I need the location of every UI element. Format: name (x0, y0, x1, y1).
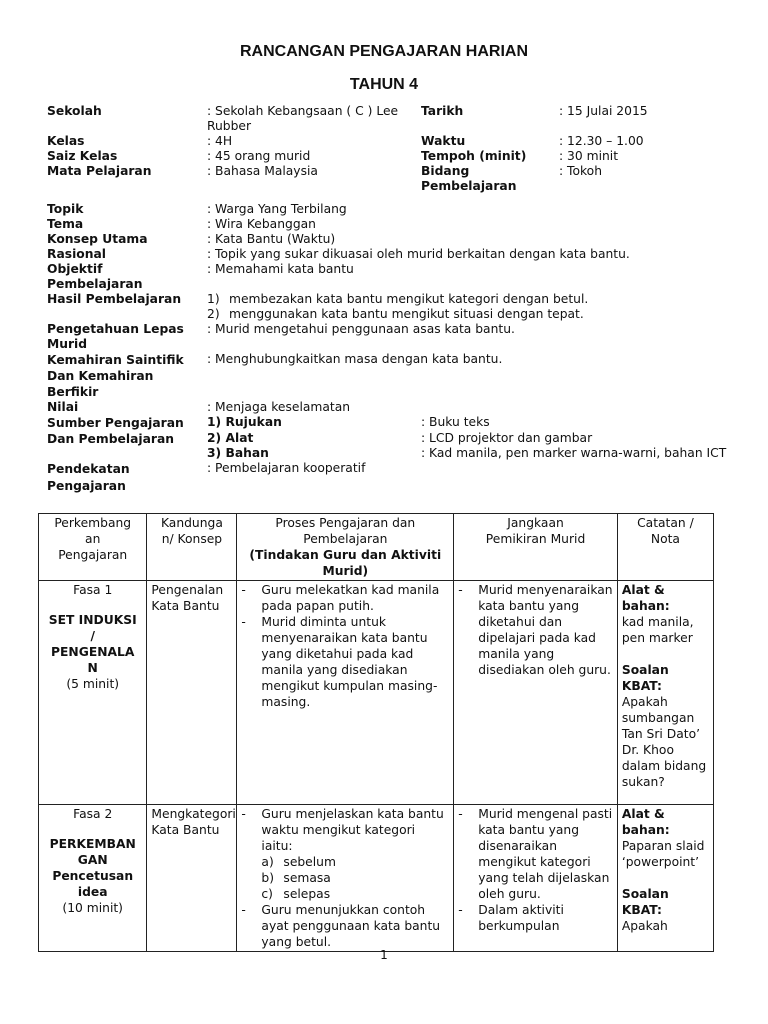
value-saiz-kelas: : 45 orang murid (207, 149, 311, 163)
label-pendekatan: Pendekatan Pengajaran (47, 462, 130, 493)
value-waktu: : 12.30 – 1.00 (559, 134, 644, 148)
phase-name: PERKEMBAN (49, 837, 136, 851)
cell-phase (39, 805, 147, 952)
info-row-kelas (47, 134, 727, 149)
list-item-text: Dalam aktiviti berkumpulan (478, 903, 564, 933)
sub-list-text: semasa (283, 871, 331, 885)
document-subtitle: TAHUN 4 (349, 76, 419, 93)
hasil-number: 2) (207, 307, 220, 321)
label-waktu: Waktu (421, 134, 466, 148)
phase-name: PENGENALA (51, 645, 135, 659)
cell-jangkaan (454, 805, 618, 952)
sub-list-item (241, 870, 449, 886)
header-line: Perkembang (54, 516, 132, 530)
header-line: Jangkaan (507, 516, 564, 530)
list-item: - Murid diminta untuk menyenaraikan kata bantu yang diketahui pada kad manila yang disediakan mengikut kumpulan masing-masing. (241, 614, 449, 710)
document-title: RANCANGAN PENGAJARAN HARIAN (239, 43, 528, 60)
info-row-sumber (47, 415, 727, 461)
info-row-sekolah (47, 104, 727, 134)
list-item-text: Guru melekatkan kad manila pada papan putih. (261, 583, 440, 613)
label-tarikh: Tarikh (421, 104, 464, 118)
value-kemahiran: : Menghubungkaitkan masa dengan kata bantu. (207, 352, 503, 366)
value-mata-pelajaran: : Bahasa Malaysia (207, 164, 318, 178)
header-line: an (85, 532, 101, 546)
header-perkembangan (39, 514, 147, 581)
sumber-categories (207, 415, 421, 461)
list-item-text: Murid mengenal pasti kata bantu yang disenaraikan mengikut kategori yang telah dijelaskan oleh guru. (478, 807, 613, 901)
header-line: Pengajaran (58, 548, 128, 562)
sumber-bahan: 3) Bahan (207, 446, 269, 460)
value-pendekatan: : Pembelajaran kooperatif (207, 461, 366, 475)
list-item: - Dalam aktiviti berkumpulan (458, 902, 613, 934)
cell-konsep: Pengenalan Kata Bantu (147, 581, 237, 805)
info-row-mata-pelajaran (47, 164, 727, 194)
value-pengetahuan-lepas: : Murid mengetahui penggunaan asas kata bantu. (207, 322, 515, 336)
list-item: - Guru menunjukkan contoh ayat penggunaan kata bantu yang betul. (241, 902, 449, 950)
value-rasional: : Topik yang sukar dikuasai oleh murid berkaitan dengan kata bantu. (207, 247, 630, 261)
sub-list-number: b) (261, 871, 275, 885)
label-pengetahuan-lepas: Pengetahuan Lepas Murid (47, 322, 184, 351)
hasil-text: membezakan kata bantu mengikut kategori dengan betul. (229, 292, 589, 306)
list-item-text: Guru menunjukkan contoh ayat penggunaan kata bantu yang betul. (261, 903, 441, 949)
hasil-number: 1) (207, 292, 220, 306)
hasil-item (207, 307, 727, 322)
sumber-bahan-value: : Kad manila, pen marker warna-warni, bahan ICT (421, 446, 727, 460)
value-tarikh: : 15 Julai 2015 (559, 104, 648, 118)
label-rasional: Rasional (47, 247, 107, 261)
label-mata-pelajaran: Mata Pelajaran (47, 164, 152, 178)
table-header-row (39, 514, 714, 581)
sub-list-number: c) (261, 887, 273, 901)
phase-name: GAN (77, 853, 108, 867)
info-row-hasil (47, 292, 727, 322)
header-line: (Tindakan Guru dan Aktiviti (249, 548, 442, 562)
label-bidang: Bidang Pembelajaran (421, 164, 517, 193)
value-sekolah: : Sekolah Kebangsaan ( C ) Lee Rubber (207, 104, 399, 133)
info-row-tema (47, 217, 727, 232)
phase-name: idea (77, 885, 108, 899)
value-tema: : Wira Kebanggan (207, 217, 316, 231)
info-row-konsep (47, 232, 727, 247)
cell-catatan (617, 581, 713, 805)
lesson-info (47, 104, 727, 495)
header-line: Catatan / (637, 516, 694, 530)
cell-catatan (617, 805, 713, 952)
label-konsep-utama: Konsep Utama (47, 232, 148, 246)
header-kandungan (147, 514, 237, 581)
list-item: - Murid menyenaraikan kata bantu yang diketahui dan dipelajari pada kad manila yang disediakan oleh guru. (458, 583, 613, 677)
header-line: Pemikiran Murid (485, 532, 586, 546)
value-bidang: : Tokoh (559, 164, 602, 178)
value-kelas: : 4H (207, 134, 233, 148)
sub-list-item (241, 854, 449, 870)
phase-number: Fasa 1 (73, 583, 113, 597)
header-jangkaan (454, 514, 618, 581)
table-row (39, 581, 714, 805)
value-topik: : Warga Yang Terbilang (207, 202, 347, 216)
phase-name: N (87, 661, 98, 675)
cell-phase (39, 581, 147, 805)
list-item-text: Guru menjelaskan kata bantu waktu mengikut kategori iaitu: (261, 807, 444, 853)
label-saiz-kelas: Saiz Kelas (47, 149, 118, 163)
label-hasil-pembelajaran: Hasil Pembelajaran (47, 292, 182, 306)
info-row-objektif (47, 262, 727, 292)
alat-label: Alat & bahan: (621, 807, 670, 837)
hasil-item (207, 292, 727, 307)
sub-list-number: a) (261, 855, 274, 869)
header-proses (237, 514, 454, 581)
list-item-text: Murid menyenaraikan kata bantu yang diketahui dan dipelajari pada kad manila yang disediakan oleh guru. (478, 583, 613, 677)
alat-value: Paparan slaid ‘powerpoint’ (621, 839, 705, 869)
list-item-text: Murid diminta untuk menyenaraikan kata bantu yang diketahui pada kad manila yang disediakan mengikut kumpulan masing-masing. (261, 615, 438, 709)
alat-label: Alat & bahan: (621, 583, 670, 613)
value-objektif: : Memahami kata bantu (207, 262, 354, 276)
sub-list-item (241, 886, 449, 902)
soalan-value: Apakah sumbangan Tan Sri Dato’ Dr. Khoo dalam bidang sukan? (621, 695, 707, 789)
label-kemahiran: Kemahiran Saintifik Dan Kemahiran Berfikir (47, 353, 184, 399)
phase-name: / (90, 629, 95, 643)
phase-duration: (5 minit) (66, 677, 120, 691)
label-tema: Tema (47, 217, 84, 231)
list-item: - Murid mengenal pasti kata bantu yang disenaraikan mengikut kategori yang telah dijelaskan oleh guru. (458, 807, 613, 901)
header-line: Pembelajaran (303, 532, 388, 546)
sumber-rujukan: 1) Rujukan (207, 415, 282, 429)
label-kelas: Kelas (47, 134, 85, 148)
list-item: - Guru melekatkan kad manila pada papan putih. (241, 582, 449, 614)
sub-list-text: sebelum (283, 855, 336, 869)
label-tempoh: Tempoh (minit) (421, 149, 527, 163)
soalan-value: Apakah (621, 919, 668, 933)
phase-name: Pencetusan (52, 869, 134, 883)
soalan-label: Soalan KBAT: (621, 887, 669, 917)
value-konsep-utama: : Kata Bantu (Waktu) (207, 232, 336, 246)
info-row-rasional (47, 247, 727, 262)
label-nilai: Nilai (47, 400, 79, 414)
info-row-pengetahuan (47, 322, 727, 352)
list-item: - Guru menjelaskan kata bantu waktu mengikut kategori iaitu: (241, 806, 449, 854)
value-nilai: : Menjaga keselamatan (207, 400, 351, 414)
header-line: Murid) (322, 564, 369, 578)
hasil-list (207, 292, 727, 322)
hasil-text: menggunakan kata bantu mengikut situasi dengan tepat. (229, 307, 584, 321)
cell-jangkaan (454, 581, 618, 805)
header-line: Kandunga (160, 516, 223, 530)
header-line: Nota (650, 532, 680, 546)
info-row-topik (47, 202, 727, 217)
label-topik: Topik (47, 202, 84, 216)
label-objektif: Objektif Pembelajaran (47, 262, 143, 291)
sub-list-text: selepas (283, 887, 331, 901)
soalan-label: Soalan KBAT: (621, 663, 669, 693)
cell-konsep: Mengkategori Kata Bantu (147, 805, 237, 952)
sumber-alat-value: : LCD projektor dan gambar (421, 431, 593, 445)
label-sumber: Sumber Pengajaran Dan Pembelajaran (47, 416, 184, 446)
phase-name: SET INDUKSI (48, 613, 137, 627)
info-row-saiz (47, 149, 727, 164)
sumber-alat: 2) Alat (207, 431, 254, 445)
lesson-table (38, 513, 714, 952)
header-line: n/ Konsep (161, 532, 223, 546)
sumber-values (421, 415, 727, 461)
cell-proses (237, 581, 454, 805)
phase-duration: (10 minit) (62, 901, 123, 915)
table-row (39, 805, 714, 952)
cell-proses (237, 805, 454, 952)
header-catatan (617, 514, 713, 581)
header-line: Proses Pengajaran dan (275, 516, 416, 530)
page-number: 1 (380, 948, 388, 962)
info-row-kemahiran (47, 352, 727, 400)
sumber-rujukan-value: : Buku teks (421, 415, 490, 429)
alat-value: kad manila, pen marker (621, 615, 694, 645)
info-row-nilai (47, 400, 727, 415)
phase-number: Fasa 2 (73, 807, 113, 821)
label-sekolah: Sekolah (47, 104, 102, 118)
value-tempoh: : 30 minit (559, 149, 619, 163)
info-row-pendekatan (47, 461, 727, 495)
